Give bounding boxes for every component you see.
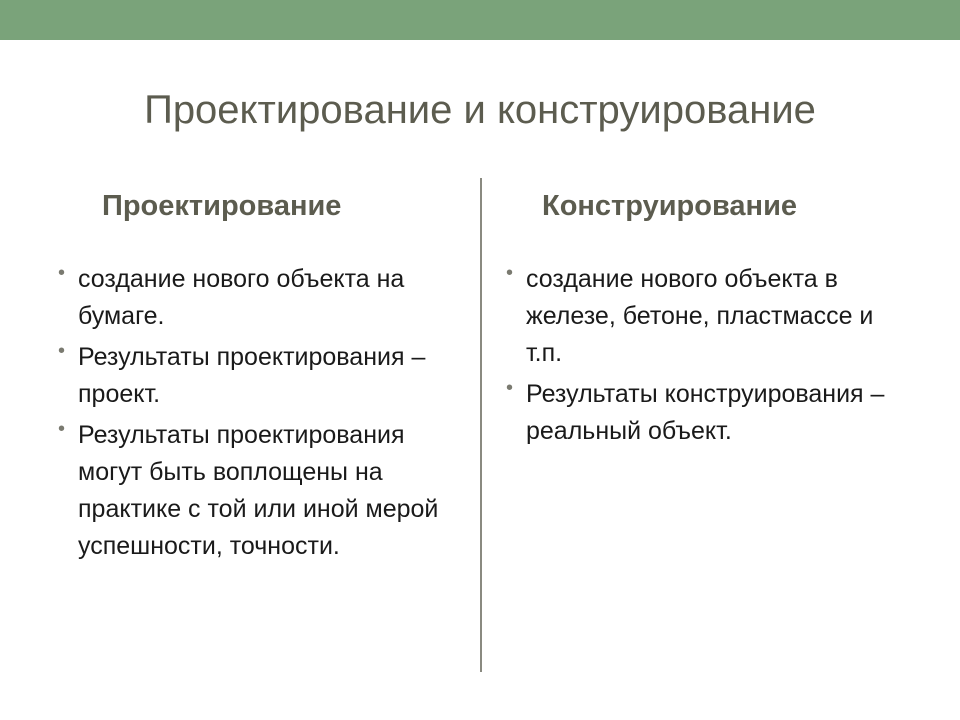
- bullet-text: создание нового объекта в железе, бетоне, пластмассе и т.п.: [526, 265, 874, 367]
- right-column-heading: Конструирование: [542, 190, 798, 222]
- bullet-text: создание нового объекта на бумаге.: [78, 265, 405, 330]
- bullet-dot-icon: •: [58, 418, 66, 440]
- left-bullet-list: [58, 261, 453, 565]
- slide-title: Проектирование и конструирование: [144, 88, 816, 132]
- right-bullet-list: [506, 261, 916, 450]
- list-item: [506, 261, 916, 372]
- list-item: [506, 376, 916, 450]
- bullet-dot-icon: •: [506, 262, 514, 284]
- bullet-text: Результаты проектирования могут быть воплощены на практике с той или иной мерой успешности, точности.: [78, 421, 439, 560]
- bullet-text: Результаты конструирования – реальный объект.: [526, 380, 885, 445]
- column-divider: [480, 178, 482, 672]
- bullet-dot-icon: •: [58, 262, 66, 284]
- list-item: [58, 339, 453, 413]
- list-item: [58, 261, 453, 335]
- bullet-dot-icon: •: [58, 340, 66, 362]
- bullet-text: Результаты проектирования – проект.: [78, 343, 426, 408]
- left-column-heading: Проектирование: [102, 190, 342, 222]
- top-accent-bar: [0, 0, 960, 40]
- right-column: [506, 190, 916, 454]
- list-item: [58, 417, 453, 565]
- bullet-dot-icon: •: [506, 377, 514, 399]
- left-column: [58, 190, 453, 569]
